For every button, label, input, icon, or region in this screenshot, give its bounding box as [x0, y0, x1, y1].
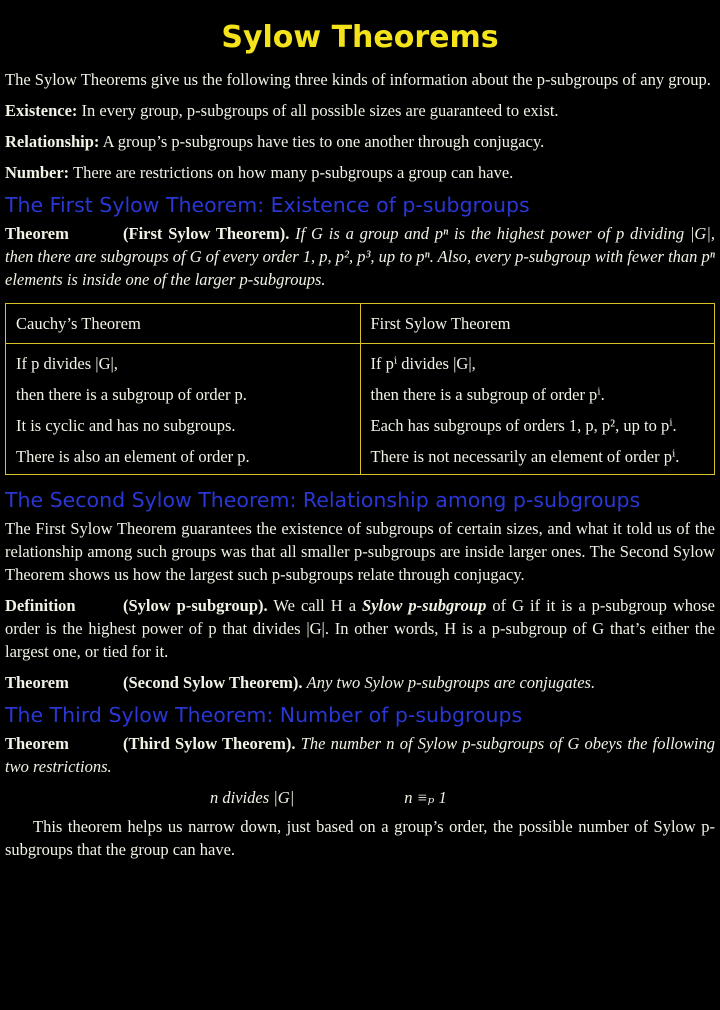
table-row: [6, 344, 715, 475]
table-line: If pⁱ divides |G|,: [370, 354, 476, 373]
closing-paragraph: This theorem helps us narrow down, just based on a group’s order, the possible number of Sylow p-subgroups that the group can have.: [5, 817, 715, 859]
table-header-cauchy: Cauchy’s Theorem: [6, 304, 361, 344]
definition-text: We call H a: [273, 596, 357, 615]
table-cell-cauchy: [6, 344, 361, 475]
intro-paragraph: The Sylow Theorems give us the following three kinds of information about the p-subgroups of any group.: [5, 70, 711, 89]
section-heading-third: The Third Sylow Theorem: Number of p-subgroups: [5, 703, 523, 727]
kind-term: Relationship:: [5, 132, 100, 151]
table-line: then there is a subgroup of order p.: [16, 385, 247, 404]
third-theorem: [5, 732, 715, 778]
table-line: There is not necessarily an element of order pⁱ.: [370, 447, 680, 466]
page-title: Sylow Theorems: [221, 20, 499, 55]
definition-name: (Sylow p-subgroup).: [123, 596, 268, 615]
theorem-name: (First Sylow Theorem).: [123, 224, 290, 243]
formula-row: [5, 786, 715, 809]
theorem-label: Theorem: [5, 224, 69, 243]
table-line: It is cyclic and has no subgroups.: [16, 416, 236, 435]
theorem-label: Theorem: [5, 734, 69, 753]
theorem-text: Any two Sylow p-subgroups are conjugates.: [306, 673, 596, 692]
table-line: If p divides |G|,: [16, 354, 118, 373]
section-heading-second: The Second Sylow Theorem: Relationship among p-subgroups: [5, 488, 641, 512]
theorem-text: If G is a group and pⁿ is the highest power of p dividing |G|, then there are subgroups of G of every order 1, p, p², p³, up to pⁿ. Also, every p-subgroup with fewer than pⁿ elements is inside one of the larger p-subgroups.: [5, 224, 716, 289]
table-line: There is also an element of order p.: [16, 447, 250, 466]
definition-text: of G if it is a p-subgroup whose order is the highest power of p that divides |G|. In other words, H is a p-subgroup of G that’s either the largest one, or tied for it.: [5, 596, 716, 661]
kind-number: [5, 161, 715, 184]
table-header-sylow: First Sylow Theorem: [360, 304, 715, 344]
second-theorem: [5, 671, 715, 694]
kind-text: There are restrictions on how many p-subgroups a group can have.: [72, 163, 514, 182]
definition-label: Definition: [5, 596, 76, 615]
formula-congruence: n ≡ₚ 1: [404, 788, 447, 807]
kind-text: In every group, p-subgroups of all possible sizes are guaranteed to exist.: [81, 101, 559, 120]
kind-term: Number:: [5, 163, 70, 182]
kind-term: Existence:: [5, 101, 78, 120]
formula-divides: n divides |G|: [210, 788, 295, 807]
comparison-table: [5, 303, 715, 475]
second-paragraph: The First Sylow Theorem guarantees the existence of subgroups of certain sizes, and what it told us of the relationship among such groups was that all smaller p-subgroups are inside larger ones. The Second Sylow Theorem shows us how the largest such p-subgroups relate through conjugacy.: [5, 519, 715, 584]
table-cell-sylow: [360, 344, 715, 475]
table-line: Each has subgroups of orders 1, p, p², up to pⁱ.: [370, 416, 677, 435]
theorem-label: Theorem: [5, 673, 69, 692]
first-theorem: [5, 222, 715, 291]
theorem-text: The number n of Sylow p-subgroups of G obeys the following two restrictions.: [5, 734, 716, 776]
table-header-row: [6, 304, 715, 344]
kind-text: A group’s p-subgroups have ties to one another through conjugacy.: [102, 132, 545, 151]
section-heading-first: The First Sylow Theorem: Existence of p-subgroups: [5, 193, 530, 217]
kind-existence: [5, 99, 715, 122]
sylow-definition: [5, 594, 715, 663]
theorem-name: (Second Sylow Theorem).: [123, 673, 303, 692]
definition-term: Sylow p-subgroup: [362, 596, 487, 615]
table-line: then there is a subgroup of order pⁱ.: [370, 385, 605, 404]
kind-relationship: [5, 130, 715, 153]
theorem-name: (Third Sylow Theorem).: [123, 734, 296, 753]
